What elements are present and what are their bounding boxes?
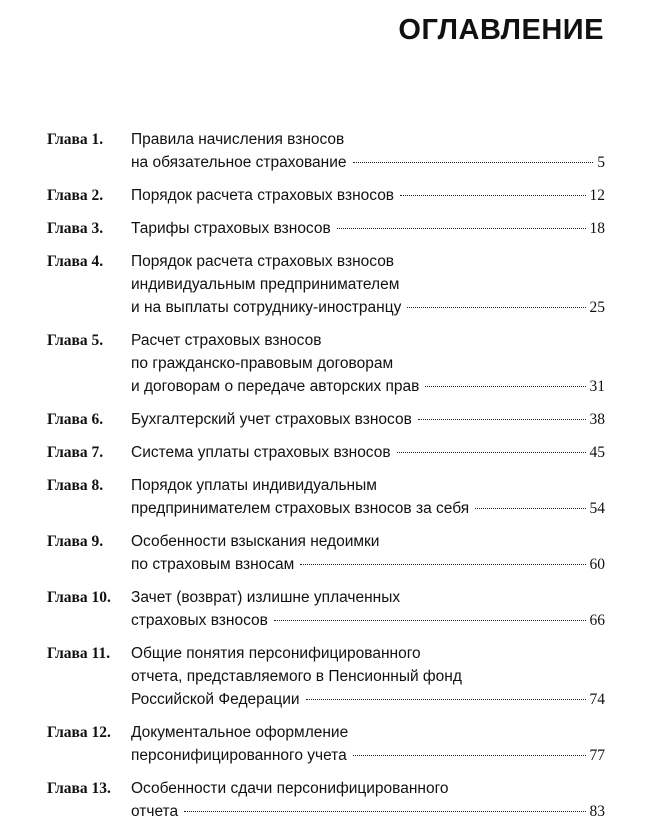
- chapter-title-line: Порядок уплаты индивидуальным: [131, 477, 377, 494]
- chapter-title-line: Расчет страховых взносов: [131, 332, 322, 349]
- page-number: 66: [589, 612, 605, 629]
- chapter-title-last-line: [131, 408, 605, 431]
- page-number: 77: [589, 747, 605, 764]
- dot-leader: [184, 811, 585, 812]
- toc-entry: [47, 586, 605, 632]
- chapter-title-line: Особенности сдачи персонифицированного: [131, 780, 449, 797]
- page-number: 74: [589, 691, 605, 708]
- chapter-title-last-line: [131, 184, 605, 207]
- chapter-number: Глава 2.: [47, 187, 104, 204]
- toc-entry: [47, 530, 605, 576]
- toc-entry: [47, 250, 605, 319]
- chapter-title-line: Зачет (возврат) излишне уплаченных: [131, 589, 401, 606]
- page-number: 83: [589, 803, 605, 820]
- chapter-number: Глава 13.: [47, 780, 111, 797]
- chapter-title: [131, 721, 605, 767]
- dot-leader: [353, 755, 586, 756]
- toc-entry: [47, 721, 605, 767]
- chapter-title: [131, 777, 605, 823]
- chapter-number: Глава 4.: [47, 253, 104, 270]
- chapter-title-last-line: [131, 800, 605, 823]
- chapter-title-line: отчета: [131, 803, 179, 820]
- dot-leader: [418, 419, 586, 420]
- page-number: 31: [589, 378, 605, 395]
- toc-entry: [47, 642, 605, 711]
- chapter-title: [131, 250, 605, 319]
- chapter-title-last-line: [131, 441, 605, 464]
- toc-entry: [47, 184, 605, 207]
- chapter-number: Глава 5.: [47, 332, 104, 349]
- chapter-number: Глава 3.: [47, 220, 104, 237]
- chapter-title: [131, 217, 605, 240]
- chapter-number: Глава 12.: [47, 724, 111, 741]
- chapter-number: Глава 6.: [47, 411, 104, 428]
- table-of-contents: [47, 128, 605, 833]
- page-number: 45: [589, 444, 605, 461]
- dot-leader: [397, 452, 586, 453]
- chapter-number: Глава 7.: [47, 444, 104, 461]
- chapter-number: Глава 11.: [47, 645, 111, 662]
- chapter-title: [131, 128, 605, 174]
- dot-leader: [306, 699, 586, 700]
- dot-leader: [475, 508, 585, 509]
- chapter-title: [131, 329, 605, 398]
- chapter-title-line: на обязательное страхование: [131, 154, 347, 171]
- chapter-title-last-line: [131, 217, 605, 240]
- chapter-title: [131, 441, 605, 464]
- chapter-title-line: Порядок расчета страховых взносов: [131, 253, 395, 270]
- chapter-title-line: Порядок расчета страховых взносов: [131, 187, 395, 204]
- page-number: 5: [597, 154, 605, 171]
- chapter-title-line: персонифицированного учета: [131, 747, 347, 764]
- page-heading: ОГЛАВЛЕНИЕ: [398, 14, 604, 46]
- chapter-title-line: Общие понятия персонифицированного: [131, 645, 421, 662]
- page-number: 60: [589, 556, 605, 573]
- chapter-title-last-line: [131, 744, 605, 767]
- dot-leader: [337, 228, 586, 229]
- chapter-title-line: страховых взносов: [131, 612, 268, 629]
- chapter-title-line: по гражданско-правовым договорам: [131, 355, 394, 372]
- dot-leader: [300, 564, 585, 565]
- page-number: 25: [589, 299, 605, 316]
- chapter-title-last-line: [131, 151, 605, 174]
- dot-leader: [425, 386, 585, 387]
- page-number: 54: [589, 500, 605, 517]
- chapter-title-last-line: [131, 609, 605, 632]
- chapter-title-line: по страховым взносам: [131, 556, 295, 573]
- toc-entry: [47, 217, 605, 240]
- page-number: 18: [589, 220, 605, 237]
- chapter-number: Глава 10.: [47, 589, 111, 606]
- dot-leader: [274, 620, 586, 621]
- chapter-title-line: Документальное оформление: [131, 724, 349, 741]
- chapter-title-line: Российской Федерации: [131, 691, 300, 708]
- page-number: 38: [589, 411, 605, 428]
- toc-entry: [47, 128, 605, 174]
- chapter-title-line: Правила начисления взносов: [131, 131, 345, 148]
- chapter-title-line: предпринимателем страховых взносов за себя: [131, 500, 470, 517]
- chapter-title-last-line: [131, 688, 605, 711]
- chapter-title: [131, 184, 605, 207]
- chapter-title-line: Бухгалтерский учет страховых взносов: [131, 411, 412, 428]
- chapter-title-line: индивидуальным предпринимателем: [131, 276, 400, 293]
- chapter-title: [131, 474, 605, 520]
- chapter-title-line: Тарифы страховых взносов: [131, 220, 331, 237]
- chapter-title: [131, 408, 605, 431]
- chapter-number: Глава 1.: [47, 131, 104, 148]
- toc-entry: [47, 408, 605, 431]
- toc-entry: [47, 441, 605, 464]
- chapter-number: Глава 9.: [47, 533, 104, 550]
- chapter-title-line: и на выплаты сотруднику-иностранцу: [131, 299, 402, 316]
- chapter-title-last-line: [131, 375, 605, 398]
- dot-leader: [400, 195, 585, 196]
- chapter-title-line: и договорам о передаче авторских прав: [131, 378, 420, 395]
- toc-entry: [47, 329, 605, 398]
- chapter-number: Глава 8.: [47, 477, 104, 494]
- chapter-title-line: отчета, представляемого в Пенсионный фонд: [131, 668, 462, 685]
- toc-entry: [47, 777, 605, 823]
- chapter-title: [131, 530, 605, 576]
- chapter-title-last-line: [131, 296, 605, 319]
- page-number: 12: [589, 187, 605, 204]
- chapter-title-line: Особенности взыскания недоимки: [131, 533, 380, 550]
- toc-entry: [47, 474, 605, 520]
- chapter-title: [131, 642, 605, 711]
- chapter-title-last-line: [131, 553, 605, 576]
- chapter-title: [131, 586, 605, 632]
- dot-leader: [353, 162, 594, 163]
- dot-leader: [407, 307, 585, 308]
- chapter-title-last-line: [131, 497, 605, 520]
- chapter-title-line: Система уплаты страховых взносов: [131, 444, 391, 461]
